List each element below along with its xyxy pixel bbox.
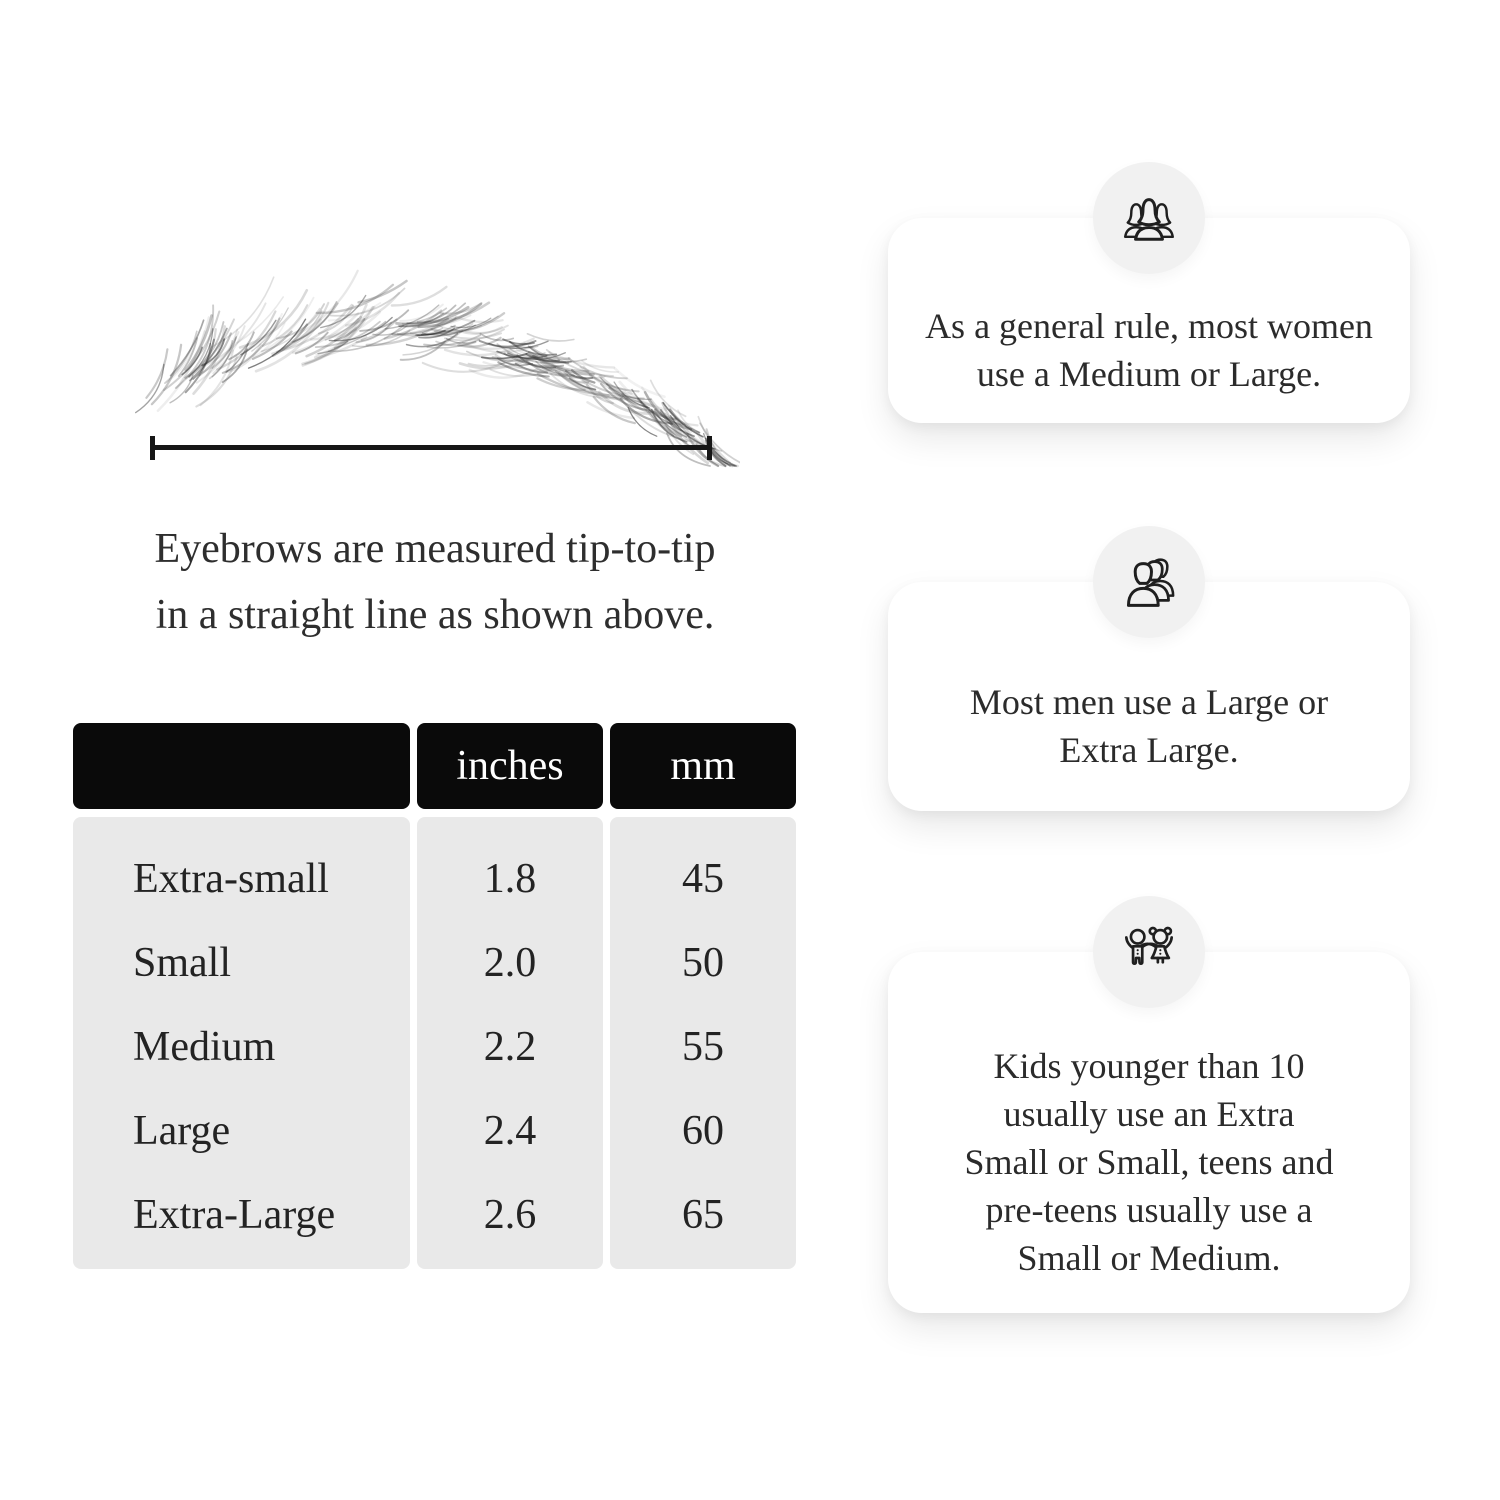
- tip-line: usually use an Extra: [1003, 1093, 1295, 1134]
- men-group-icon: [1115, 548, 1183, 616]
- table-cell-mm: 50: [682, 940, 724, 986]
- tip-line: pre-teens usually use a: [985, 1189, 1313, 1230]
- tip-line: Most men use a Large or: [969, 681, 1329, 722]
- header-cell-size: [73, 723, 410, 809]
- measurement-line: [150, 436, 712, 460]
- tip-text: [888, 276, 1410, 423]
- tip-line: Extra Large.: [1059, 729, 1239, 770]
- tip-card-men: [888, 582, 1410, 811]
- table-cell-label: Medium: [133, 1024, 276, 1070]
- measurement-tick-right: [707, 436, 712, 460]
- tip-line: use a Medium or Large.: [976, 353, 1322, 394]
- caption-line-2: in a straight line as shown above.: [155, 592, 715, 638]
- size-table-header-row: [73, 723, 796, 809]
- header-cell-mm: mm: [610, 723, 796, 809]
- inches-column: [417, 817, 603, 1269]
- measurement-bar: [150, 445, 712, 450]
- tip-card-women: [888, 218, 1410, 423]
- tip-text: [888, 1010, 1410, 1313]
- measurement-caption: [103, 516, 767, 648]
- size-table-body: [73, 817, 796, 1269]
- table-cell-inches: 2.0: [483, 940, 537, 986]
- table-cell-mm: 60: [682, 1108, 724, 1154]
- size-label-column: [73, 817, 410, 1269]
- tip-line: As a general rule, most women: [925, 305, 1373, 346]
- table-cell-inches: 2.2: [483, 1024, 537, 1070]
- table-cell-mm: 45: [682, 856, 724, 902]
- tip-card-kids: [888, 952, 1410, 1313]
- table-cell-inches: 2.6: [483, 1192, 537, 1238]
- women-group-icon: [1115, 184, 1183, 252]
- table-cell-label: Extra-small: [133, 856, 329, 902]
- table-cell-inches: 2.4: [483, 1108, 537, 1154]
- icon-badge: [1093, 526, 1205, 638]
- table-cell-mm: 65: [682, 1192, 724, 1238]
- tip-text: [888, 640, 1410, 811]
- tip-line: Small or Medium.: [1017, 1237, 1281, 1278]
- mm-column: [610, 817, 796, 1269]
- header-cell-inches: inches: [417, 723, 603, 809]
- table-cell-inches: 1.8: [483, 856, 537, 902]
- caption-line-1: Eyebrows are measured tip-to-tip: [154, 526, 716, 572]
- kids-icon: [1115, 918, 1183, 986]
- table-cell-label: Extra-Large: [133, 1192, 336, 1238]
- tip-line: Kids younger than 10: [993, 1045, 1305, 1086]
- icon-badge: [1093, 896, 1205, 1008]
- size-table: [73, 723, 796, 1269]
- tip-line: Small or Small, teens and: [964, 1141, 1334, 1182]
- table-cell-mm: 55: [682, 1024, 724, 1070]
- icon-badge: [1093, 162, 1205, 274]
- table-cell-label: Small: [133, 940, 232, 986]
- table-cell-label: Large: [133, 1108, 231, 1154]
